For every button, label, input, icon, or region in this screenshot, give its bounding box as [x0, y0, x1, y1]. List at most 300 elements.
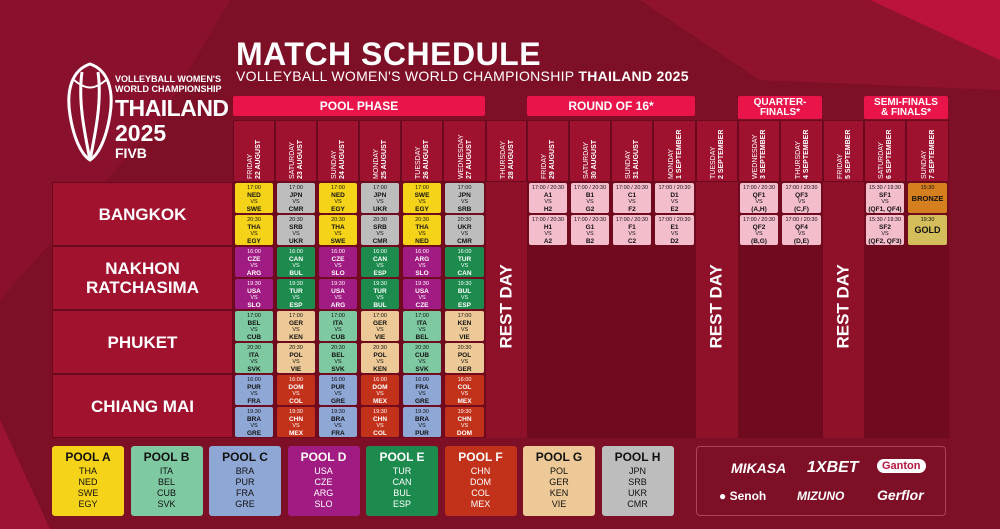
match-time: 17:00 / 20:30	[742, 217, 776, 223]
date-label	[710, 130, 726, 179]
pool-match-card	[403, 407, 441, 437]
team-home: JPN	[458, 192, 471, 199]
vs-label: VS	[797, 199, 806, 205]
city-chiang-mai: CHIANG MAI	[52, 374, 233, 438]
pool-match-card	[319, 183, 357, 213]
date-column	[611, 120, 653, 182]
r16-match-card	[613, 183, 651, 213]
weekday: MONDAY	[667, 148, 675, 179]
team-home: TUR	[457, 256, 472, 263]
r16-match-card	[613, 215, 651, 245]
pool-team: POL	[549, 466, 568, 476]
team-away: F2	[628, 206, 636, 213]
team-home: SRB	[289, 224, 303, 231]
team-away: GER	[457, 366, 472, 373]
weekday: TUESDAY	[710, 146, 717, 179]
pool-match-card	[403, 343, 441, 373]
team-away: UKR	[372, 206, 388, 213]
vs-label: VS	[250, 391, 258, 397]
day-month: 26 AUGUST	[423, 139, 430, 179]
day-month: 29 AUGUST	[549, 139, 556, 179]
team-home: CAN	[288, 256, 304, 263]
match-time: 17:00 / 20:30	[742, 185, 776, 191]
quarterfinals-header	[738, 96, 822, 119]
team-home: SF1	[879, 192, 891, 199]
vs-label: VS	[797, 231, 806, 237]
vs-label: VS	[418, 199, 426, 205]
weekday: SATURDAY	[878, 141, 885, 179]
brand-year: 2025	[115, 120, 167, 146]
pool-match-card	[319, 247, 357, 277]
vs-label: VS	[250, 327, 258, 333]
vs-label: VS	[376, 231, 384, 237]
match-time: 20:30	[331, 217, 345, 223]
vs-label: VS	[250, 231, 258, 237]
pool-match-card	[277, 343, 315, 373]
team-home: QF3	[795, 192, 808, 199]
pool-card	[131, 446, 203, 516]
pool-team: SLO	[314, 499, 333, 509]
team-away: ARG	[330, 302, 346, 309]
vs-label: VS	[670, 231, 679, 237]
pool-match-card	[235, 215, 273, 245]
pool-card	[523, 446, 595, 516]
pool-card	[288, 446, 360, 516]
team-away: VIE	[459, 334, 470, 341]
weekday: SATURDAY	[289, 141, 296, 179]
pool-team: THA	[79, 466, 97, 476]
team-home: POL	[457, 352, 472, 359]
r16-match-card	[571, 183, 609, 213]
team-home: POL	[373, 352, 387, 359]
team-away: ESP	[373, 270, 387, 277]
vs-label: VS	[460, 327, 469, 333]
match-time: 20:30	[247, 345, 261, 351]
pool-match-card	[235, 407, 273, 437]
sponsor-1xbet: 1XBET	[807, 459, 859, 476]
pool-match-card	[277, 311, 315, 341]
final-label: GOLD	[914, 225, 941, 235]
date-label	[415, 140, 431, 179]
vs-label: VS	[292, 359, 300, 365]
match-time: 17:00 / 20:30	[658, 217, 691, 223]
team-home: UKR	[457, 224, 472, 231]
team-home: QF1	[752, 192, 766, 199]
pool-match-card	[319, 279, 357, 309]
team-home: C1	[627, 192, 637, 199]
rest-day-label: REST DAY	[706, 264, 726, 349]
team-home: CZE	[331, 256, 345, 263]
day-month: 1 SEPTEMBER	[675, 129, 683, 179]
pool-team: ITA	[159, 466, 174, 476]
match-time: 17:00 / 20:30	[615, 185, 649, 191]
day-month: 30 AUGUST	[591, 139, 598, 179]
pool-team: VIE	[551, 499, 567, 509]
team-away: NED	[415, 238, 429, 245]
day-month: 22 AUGUST	[255, 139, 262, 179]
team-home: QF2	[752, 224, 766, 231]
sf-label-2: & FINALS*	[881, 107, 931, 118]
pool-match-card	[445, 311, 484, 341]
match-time: 17:00 / 20:30	[573, 185, 607, 191]
team-home: NED	[247, 192, 261, 199]
vs-label: VS	[460, 359, 469, 365]
pool-match-card	[361, 183, 399, 213]
team-home: TUR	[289, 288, 303, 295]
vs-label: VS	[334, 391, 342, 397]
match-time: 17:00	[415, 185, 429, 191]
vs-label: VS	[418, 423, 426, 429]
weekday: SATURDAY	[583, 141, 590, 179]
day-month: 5 SEPTEMBER	[844, 129, 852, 179]
sf-match-card	[866, 215, 904, 245]
pool-match-card	[277, 247, 315, 277]
team-away: CAN	[457, 270, 472, 277]
team-home: DOM	[372, 384, 388, 391]
match-time: 20:30	[457, 217, 472, 223]
team-away: G2	[585, 206, 595, 213]
team-away: MEX	[457, 398, 472, 405]
team-away: (B,G)	[751, 238, 767, 245]
pool-team: ARG	[313, 488, 334, 498]
pool-team: TUR	[392, 466, 412, 476]
pool-match-card	[235, 247, 273, 277]
date-column	[864, 120, 906, 182]
match-time: 20:30	[457, 345, 472, 351]
date-label	[289, 140, 305, 179]
pool-match-card	[319, 215, 357, 245]
match-time: 20:30	[247, 217, 261, 223]
pool-match-card	[403, 279, 441, 309]
weekday: SUNDAY	[920, 150, 928, 179]
date-column	[401, 120, 443, 182]
day-month: 24 AUGUST	[339, 139, 346, 179]
team-away: (D,E)	[793, 238, 810, 245]
date-column	[738, 120, 780, 182]
page-subtitle	[236, 68, 689, 84]
pool-match-card	[277, 183, 315, 213]
team-home: BEL	[247, 320, 261, 327]
r16-match-card	[529, 183, 567, 213]
team-home: JPN	[373, 192, 387, 199]
team-home: A1	[543, 192, 553, 199]
date-label	[921, 130, 937, 179]
team-away: SVK	[247, 366, 261, 373]
date-label	[752, 130, 768, 179]
date-label	[541, 140, 557, 179]
team-home: PUR	[331, 384, 345, 391]
match-time: 17:00 / 20:30	[573, 217, 607, 223]
team-home: SF2	[879, 224, 891, 231]
team-away: KEN	[289, 334, 303, 341]
date-label	[625, 140, 641, 179]
vs-label: VS	[460, 295, 469, 301]
team-away: EGY	[247, 238, 261, 245]
pool-match-card	[319, 375, 357, 405]
pool-team: COL	[471, 488, 490, 498]
pool-match-card	[235, 279, 273, 309]
date-label	[458, 134, 474, 179]
match-time: 17:00	[373, 313, 387, 319]
team-home: TUR	[373, 288, 387, 295]
pool-team: FRA	[236, 488, 254, 498]
team-away: KEN	[373, 366, 387, 373]
vs-label: VS	[418, 295, 426, 301]
vs-label: VS	[376, 391, 384, 397]
sponsor-ganton: Ganton	[877, 459, 926, 473]
team-away: ARG	[246, 270, 262, 277]
team-home: CHN	[457, 416, 472, 423]
team-home: ARG	[414, 256, 430, 263]
vs-label: VS	[334, 199, 342, 205]
team-home: USA	[415, 288, 429, 295]
city-phuket: PHUKET	[52, 310, 233, 374]
team-home: B1	[585, 192, 595, 199]
pool-name: POOL G	[535, 450, 583, 464]
match-time: 16:00	[457, 249, 472, 255]
match-time: 17:00	[289, 313, 303, 319]
team-away: BUL	[373, 302, 387, 309]
match-time: 19:30	[457, 281, 472, 287]
team-away: CUB	[246, 334, 262, 341]
sponsor-senoh: ● Senoh	[719, 489, 767, 503]
match-time: 16:00	[415, 249, 429, 255]
pool-match-card	[445, 407, 484, 437]
pool-team: GRE	[235, 499, 255, 509]
match-time: 20:30	[373, 217, 387, 223]
day-month: 4 SEPTEMBER	[802, 129, 810, 179]
vs-label: VS	[544, 231, 552, 237]
weekday: WEDNESDAY	[752, 134, 759, 179]
pool-match-card	[319, 343, 357, 373]
vs-label: VS	[418, 359, 426, 365]
rest-day-col-1	[486, 182, 527, 438]
pool-match-card	[403, 375, 441, 405]
team-home: PUR	[247, 384, 261, 391]
match-time: 17:00 / 20:30	[531, 217, 565, 223]
pool-match-card	[361, 279, 399, 309]
date-label	[668, 130, 684, 179]
date-column	[317, 120, 359, 182]
day-month: 6 SEPTEMBER	[886, 129, 893, 179]
team-away: FRA	[247, 398, 261, 405]
match-time: 16:00	[373, 249, 387, 255]
team-home: CUB	[414, 352, 430, 359]
weekday: THURSDAY	[499, 141, 507, 179]
weekday: FRIDAY	[247, 153, 254, 179]
team-away: ESP	[289, 302, 303, 309]
pool-match-card	[277, 407, 315, 437]
qf-match-card	[782, 183, 821, 213]
pool-match-card	[319, 407, 357, 437]
match-time: 16:00	[331, 249, 345, 255]
weekday: THURSDAY	[794, 141, 802, 179]
weekday: WEDNESDAY	[457, 134, 465, 179]
date-label	[247, 140, 263, 179]
rest-day-label: REST DAY	[496, 264, 516, 349]
pool-card	[52, 446, 124, 516]
pool-phase-header: POOL PHASE	[233, 96, 485, 116]
team-home: BRA	[246, 416, 262, 423]
date-column	[653, 120, 696, 182]
team-away: (A,H)	[751, 206, 767, 213]
pool-team: USA	[314, 466, 333, 476]
sponsor-panel	[696, 446, 946, 516]
pool-match-card	[277, 375, 315, 405]
team-away: COL	[373, 430, 387, 437]
team-home: SWE	[414, 192, 430, 199]
vs-label: VS	[376, 327, 384, 333]
team-away: CZE	[415, 302, 429, 309]
pool-team: CUB	[156, 488, 176, 498]
team-home: CZE	[247, 256, 261, 263]
pool-team: CMR	[627, 499, 648, 509]
team-home: G1	[585, 224, 595, 231]
pool-match-card	[235, 375, 273, 405]
subtitle-bold: THAILAND 2025	[578, 68, 689, 84]
team-away: SVK	[415, 366, 429, 373]
r16-match-card	[529, 215, 567, 245]
date-label	[331, 140, 347, 179]
brand-country: THAILAND	[115, 95, 229, 121]
date-column	[780, 120, 823, 182]
team-away: FRA	[331, 430, 345, 437]
city-bangkok: BANGKOK	[52, 182, 233, 246]
match-time: 16:00	[373, 377, 387, 383]
team-away: BEL	[415, 334, 429, 341]
pool-team: CHN	[470, 466, 491, 476]
team-away: (C,F)	[794, 206, 809, 213]
date-label	[500, 140, 516, 179]
match-time: 19:30	[373, 281, 387, 287]
team-away: EGY	[415, 206, 429, 213]
match-time: 19:30	[289, 281, 303, 287]
date-column	[823, 120, 864, 182]
team-home: CAN	[372, 256, 388, 263]
pool-match-card	[445, 183, 484, 213]
sponsor-gerflor: Gerflor	[877, 487, 924, 503]
r16-match-card	[655, 215, 694, 245]
vs-label: VS	[292, 423, 300, 429]
fivb-logo: FIVB	[115, 145, 147, 161]
team-home: ITA	[249, 352, 259, 359]
team-away: D2	[670, 238, 679, 245]
vs-label: VS	[418, 263, 426, 269]
date-column	[275, 120, 317, 182]
pool-match-card	[319, 311, 357, 341]
brand-subtitle	[115, 74, 235, 94]
vs-label: VS	[586, 231, 594, 237]
vs-label: VS	[250, 295, 258, 301]
vs-label: VS	[881, 199, 889, 205]
date-label	[583, 140, 599, 179]
weekday: SUNDAY	[625, 150, 632, 179]
pool-team: EGY	[78, 499, 98, 509]
team-away: CMR	[457, 238, 472, 245]
pool-name: POOL H	[614, 450, 661, 464]
team-home: GER	[372, 320, 388, 327]
pool-match-card	[277, 279, 315, 309]
match-time: 16:00	[289, 377, 303, 383]
match-time: 17:00	[331, 185, 345, 191]
team-home: BUL	[457, 288, 472, 295]
vs-label: VS	[460, 391, 469, 397]
vs-label: VS	[460, 231, 469, 237]
pool-match-card	[445, 215, 484, 245]
vs-label: VS	[334, 295, 342, 301]
team-away: EGY	[331, 206, 345, 213]
vs-label: VS	[250, 423, 258, 429]
date-label	[373, 140, 389, 179]
team-home: THA	[415, 224, 429, 231]
pool-name: POOL D	[300, 450, 347, 464]
weekday: SUNDAY	[331, 150, 338, 179]
match-time: 16:00	[247, 249, 261, 255]
day-month: 7 SEPTEMBER	[928, 129, 936, 179]
team-home: BRA	[414, 416, 430, 423]
pool-match-card	[403, 311, 441, 341]
vs-label: VS	[334, 327, 342, 333]
date-column	[569, 120, 611, 182]
vs-label: VS	[881, 231, 889, 237]
date-label	[837, 130, 853, 179]
match-time: 16:00	[415, 377, 429, 383]
team-home: POL	[289, 352, 303, 359]
vs-label: VS	[460, 199, 469, 205]
day-month: 27 AUGUST	[465, 139, 473, 179]
pool-match-card	[403, 183, 441, 213]
day-month: 2 SEPTEMBER	[718, 129, 725, 179]
pool-team: DOM	[470, 477, 491, 487]
city-nakhon-ratchasima: NAKHON RATCHASIMA	[52, 246, 233, 310]
team-away: DOM	[456, 430, 473, 437]
qf-match-card	[740, 215, 778, 245]
vs-label: VS	[670, 199, 679, 205]
team-away: GRE	[246, 430, 262, 437]
team-away: VIE	[374, 334, 386, 341]
round-of-16-header: ROUND OF 16*	[527, 96, 695, 116]
weekday: TUESDAY	[415, 146, 422, 179]
team-home: BRA	[330, 416, 346, 423]
pool-card	[209, 446, 281, 516]
rest-day-col-2	[696, 182, 738, 438]
rest-day-label: REST DAY	[833, 264, 853, 349]
team-home: ITA	[417, 320, 427, 327]
team-home: SRB	[373, 224, 387, 231]
team-home: F1	[628, 224, 636, 231]
team-away: CMR	[372, 238, 388, 245]
match-time: 20:30	[289, 217, 303, 223]
team-away: A2	[543, 238, 553, 245]
match-time: 19:30	[415, 409, 429, 415]
team-home: JPN	[289, 192, 303, 199]
pool-team: GER	[549, 477, 569, 487]
team-away: H2	[543, 206, 553, 213]
date-column	[486, 120, 527, 182]
team-home: QF4	[795, 224, 808, 231]
vs-label: VS	[460, 263, 469, 269]
date-column	[906, 120, 949, 182]
match-time: 17:00 / 20:30	[658, 185, 691, 191]
team-away: CUB	[330, 334, 346, 341]
match-time: 17:00 / 20:30	[785, 217, 818, 223]
team-home: COL	[457, 384, 472, 391]
team-away: CMR	[288, 206, 304, 213]
vs-label: VS	[586, 199, 594, 205]
match-time: 19:30	[457, 409, 472, 415]
team-home: CHN	[372, 416, 388, 423]
pool-match-card	[445, 343, 484, 373]
